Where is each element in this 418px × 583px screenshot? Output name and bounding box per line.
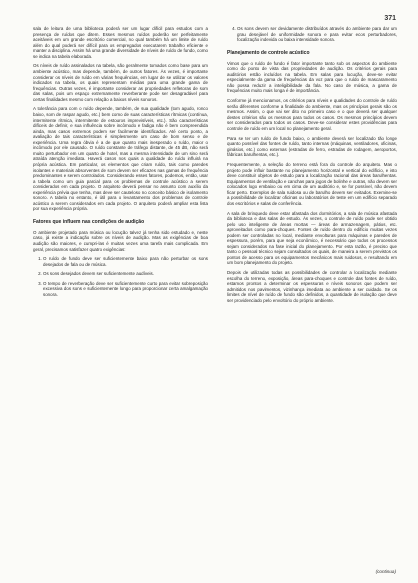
list-item: 1. O ruído de fundo deve ser suficientemente baixo para não perturbar os sons desejados de fala ou de música. <box>43 256 208 267</box>
body-paragraph: O ambiente projetado para música ou locução talvez já tenha sido estudado e, neste caso, já existe a indicação sobre os níveis de audição. Mas as exigências de boa audição são maiores, e cumpri-las é muitas vezes uma tarefa mais complicada. Em geral, precisamos satisfazer quatro exigências: <box>33 229 208 252</box>
left-column <box>33 26 208 565</box>
list-item: 3. O tempo de reverberação deve ser suficientemente curto para evitar sobreposição excessiva dos sons e suficientemente longo para proporcionar certa amalgamação sonora. <box>43 281 208 298</box>
body-paragraph: Depois de utilizadas todas as possibilidades de controlar a localização mediante escolha do terreno, exposição, áreas para-choques e controle das fontes de ruído, estamos prontos a determinar os espessuras e níveis sonoros que podem ser admitidos nos pavimentos, vizinhança imediata ao ambiente a ser cuidado. Se os limites de nível de ruído de fundo são definidos, a quantidade de isolação que deve ser providenciado pelo envoltório do próprio ambiente. <box>227 270 397 303</box>
section-heading: Fatores que influem nas condições de audição <box>33 218 145 225</box>
requirements-list <box>33 256 208 297</box>
body-paragraph: Conforme já mencionamos, os critérios para níveis e qualidades do controle de ruído serão diferentes conforme a finalidade do ambiente, mas os princípios gerais são os mesmos. Assim, o que vai ser dito no primeiro caso e o que deverá ser qualquer destes critérios são os mesmos para todos os casos. Os mesmos princípios devem ser considerados para todos os casos. Deve-se considerar estes providências para controle de ruído em um local no planejamento geral. <box>227 98 397 131</box>
body-paragraph: Vimos que o ruído de fundo é fator importante tanto sob os aspectos do ambiente como do ponto de vista das propriedades de audição. Os critérios gerais para auditórios estão incluídos na tabela. Em salas para locução, deve-se evitar especialmente da gama de frequências da voz para que o ruído de mascaramento não possa reduzir a inteligibilidade da fala. No caso de música, a gama de frequências muito mais longa é de importância. <box>227 60 397 94</box>
list-item: 2. Os sons desejados devem ser suficientemente audíveis. <box>43 271 208 277</box>
section-heading: Planejamento de controle acústico <box>227 49 310 56</box>
right-column <box>227 26 397 565</box>
continued-label: (continua) <box>375 569 396 574</box>
body-paragraph: Os níveis de ruído assinalados na tabela, são geralmente tomados como base para um ambiente acústico, mas depende, também, de outros fatores. Às vezes, é importante considerar os níveis de ruído em várias frequências, em lugar de se utilizar os valores indicados na tabela, os quais representam médias para uma grande gama de frequências. Outras vezes, é importante considerar as propriedades refletoras de som das salas, pois um espaço extremamente reverberante pode ser desagradável para certas finalidades mesmo com relação a baixos níveis sonoros. <box>33 63 208 102</box>
list-item: 4. Os sons devem ser devidamente distribuídos através do ambiente para dar um grau desejável de uniformidade sonora e para evitar ecos perturbadores, focalização indevida ou baixa intensidade sonora. <box>237 26 397 43</box>
body-paragraph: A tolerância para com o ruído depende, também, de sua qualidade (tom agudo, ronco baixo, som de raspar agudo, etc.) bem como de suas características rítmicas (contínua, intermitente rítmica, intermitente de estouros imprevisíveis, etc.). São características difíceis de definir, e sua influência sobre incômodo e fadiga não é bem compreendida ainda, mas casos extremos podem ser facilmente identificados. Até certo ponto, a avaliação de tais características é simplesmente um caso de bom senso e de experiência. Uma regra óbvia é a de que quanto mais inesperado o ruído, maior o incômodo por ele causado. O ruído constante de tráfego distante, de 45 dB, não será muito perturbador em um quarto de hotel, mas a mesma intensidade de um sino será atraída atenção imediata. Haverá casos nos quais a qualidade do ruído influirá na própria acústica. Em particular, os elementos que criam ruído, tais como paredes isolantes e materiais absorventes de som devem ser eficazes nas gamas de frequência predominantes e serem controlados. Considerando esses fatores, podemos, então, usar a tabela como um guia parcial para os problemas de controle acústico a serem considerados em cada projeto. O arquiteto deverá pensar no assunto com auxílio da experiência prévia que tenha, mas deve ser cauteloso no conceito básico de isolamento sonoro. A tabela no entanto, é útil para o levantamento dos problemas de controle acústico a serem considerados em cada projeto. O arquiteto poderá ampliar esta lista por sua experiência própria. <box>33 106 208 212</box>
requirements-list-continued <box>227 26 397 43</box>
body-paragraph: Frequentemente, a seleção do terreno está fora do controle do arquiteto. Mas o projeto pode influir bastante no planejamento horizontal e vertical do edifício, e isto deve constituir objetos de estudo para a localização racional das áreas barulhentas. Equipamentos de ventilação e canchas para jogos de bolinhe e outras, não devem ser colocados logo embaixo ou em cima de um auditório e, se for possível, não devem ficar perto. Exemplos de sala ruidosa ou de barulho devem ser evitados. Exemine-se a possibilidade de localizar oficinas ou laboratórios de teste em um edifício separado dos escritórios e salas de conferência. <box>227 161 397 206</box>
body-paragraph: Para se ter um ruído de fundo baixo, o ambiente deverá ser localizado tão longe quanto possível das fontes de ruído, tanto internas (máquinas, ventiladores, oficinas, ginásios, etc.) como externas (estradas de ferro, estradas de rodagem, aeroportos, fábricas barulhentas, etc.). <box>227 135 397 158</box>
body-paragraph: sala de leitura de uma biblioteca poderá ser um lugar difícil para estudos com a presença de ruídos que ditem. Esses mesmos ruídos poderão ser perfeitamente aceitáveis em um grande escritório comercial, no qual também há um limite de ruído além do qual poderá ser difícil para os empregados executarem trabalho eficiente e manter a disciplina. Assim há uma grande diversidade de níveis de ruído de fundo, como se indica na tabela elaborada. <box>33 26 208 59</box>
page-number: 371 <box>384 15 396 22</box>
body-paragraph: A sala de brinquedo deve estar afastada dos dormitórios, a sala de música afastada da biblioteca e das salas de estudo. Às vezes, o controle de ruído pode ser obtido pelo uso inteligente de áreas mortas — áreas de armazenagem, pátios, etc. aproveitados como para-choques. Fontes de ruído dentro do edifício muitas vezes podem ser controladas no local, mediante envolturas para máquinas e paredes de espessura, porém, para que seja econômico, é necessário que todos os processos sejam considerados na fase inicial do planejamento. Por esta razão, é preciso que tanto o pessoal técnico sejam consultados os quais, de maneira a serem previstos os pontos de acesso para os equipamentos mecânicos mais ruidosos, e resultando em um bom planejamento do projeto. <box>227 210 397 266</box>
